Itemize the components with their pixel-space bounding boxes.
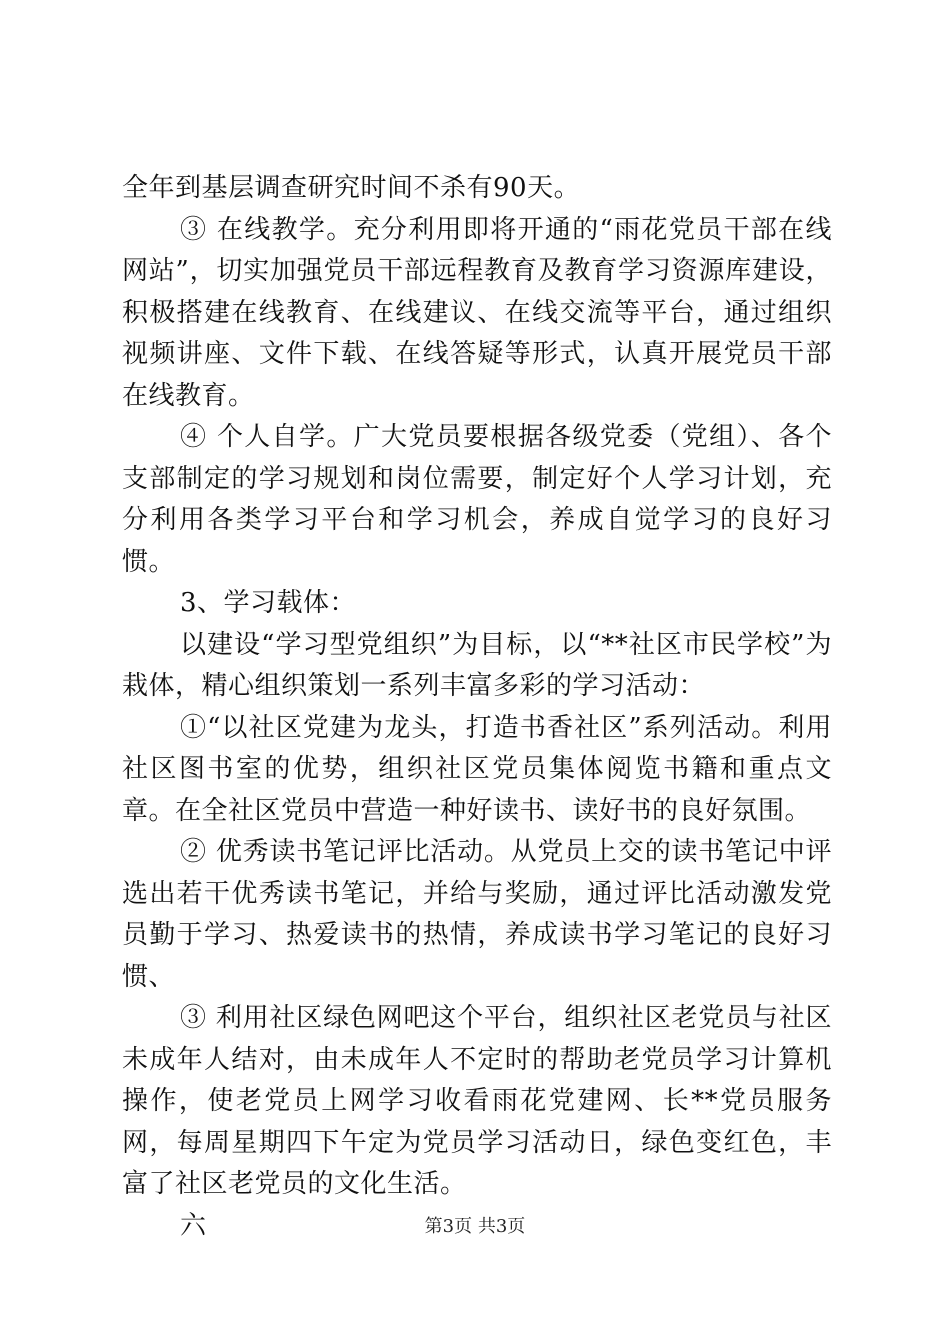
paragraph-6: ①“以社区党建为龙头，打造书香社区”系列活动。利用社区图书室的优势，组织社区党员集体阅览书籍和重点文章。在全社区党员中营造一种好读书、读好书的良好氛围。 [122, 712, 832, 826]
paragraph-1: 全年到基层调查研究时间不杀有90天。 [122, 173, 581, 203]
paragraph-9: 六 [180, 1210, 207, 1241]
paragraph-4: 3、学习载体： [180, 588, 357, 618]
page-footer: 第3页 共3页 [424, 1216, 526, 1237]
paragraph-7: ② 优秀读书笔记评比活动。从党员上交的读书笔记中评选出若干优秀读书笔记，并给与奖励，通过评比活动激发党员勤于学习、热爱读书的热情，养成读书学习笔记的良好习惯、 [122, 837, 832, 992]
document-body [122, 168, 832, 1247]
paragraph-3: ④ 个人自学。广大党员要根据各级党委（党组）、各个支部制定的学习规划和岗位需要，制定好个人学习计划，充分利用各类学习平台和学习机会，养成自觉学习的良好习惯。 [122, 422, 832, 577]
paragraph-2: ③ 在线教学。充分利用即将开通的“雨花党员干部在线网站”，切实加强党员干部远程教育及教育学习资源库建设，积极搭建在线教育、在线建议、在线交流等平台，通过组织视频讲座、文件下载、在线答疑等形式，认真开展党员干部在线教育。 [122, 214, 832, 411]
paragraph-5: 以建设“学习型党组织”为目标，以“**社区市民学校”为栽体，精心组织策划一系列丰富多彩的学习活动： [122, 629, 832, 701]
paragraph-8: ③ 利用社区绿色网吧这个平台，组织社区老党员与社区未成年人结对，由未成年人不定时的帮助老党员学习计算机操作，使老党员上网学习收看雨花党建网、长**党员服务网，每周星期四下午定为党员学习活动日，绿色变红色，丰富了社区老党员的文化生活。 [122, 1003, 832, 1199]
